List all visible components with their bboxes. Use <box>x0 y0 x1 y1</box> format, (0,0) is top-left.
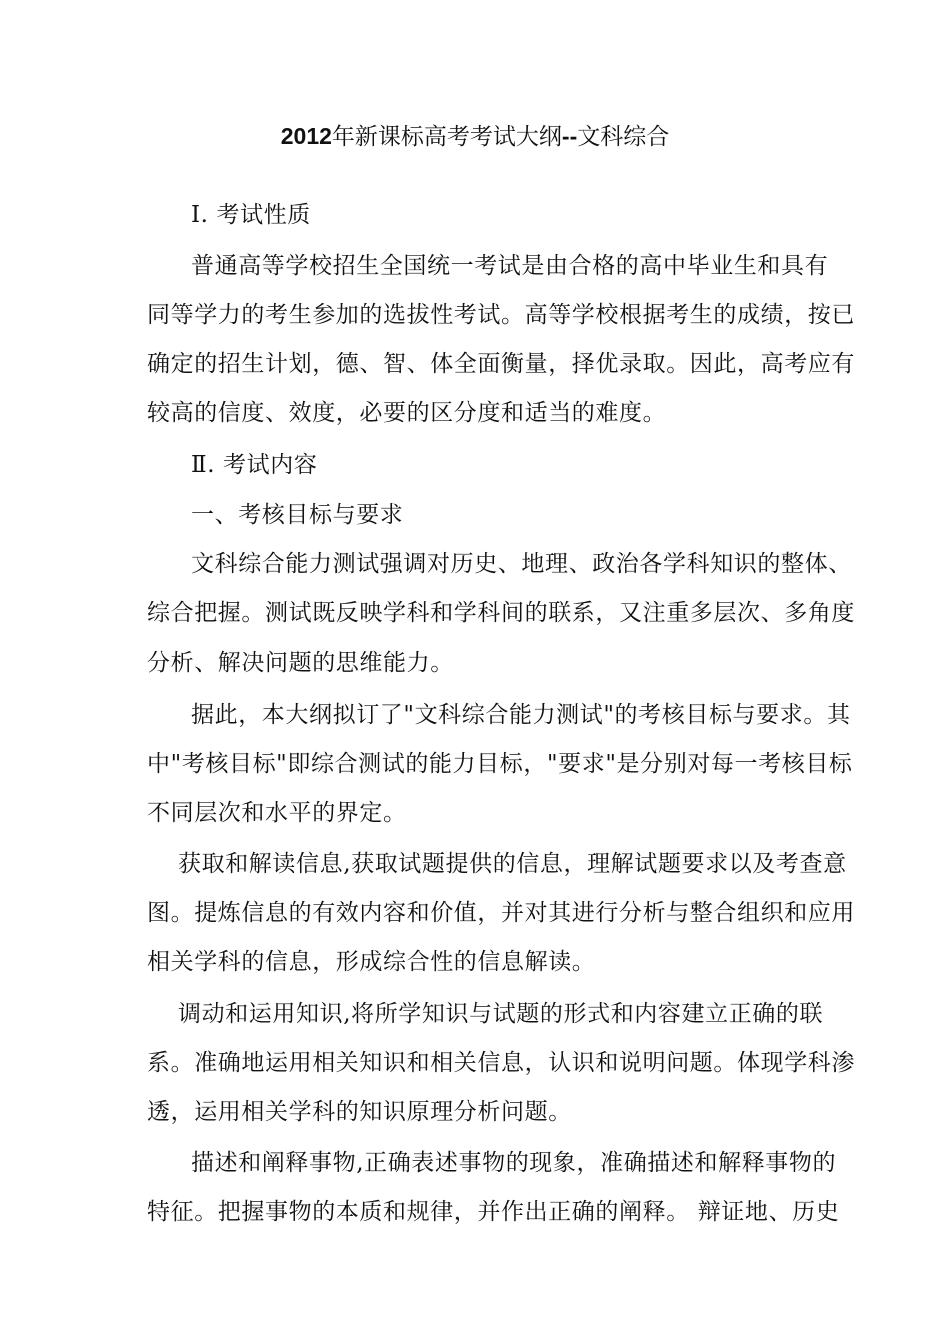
title-year: 2012 <box>280 123 332 149</box>
text-line: 描述和阐释事物,正确表述事物的现象，准确描述和解释事物的 <box>191 1150 837 1176</box>
subsection-heading: 一、考核目标与要求 <box>191 502 404 528</box>
section-heading-exam-nature: Ⅰ. 考试性质 <box>191 202 311 228</box>
text-line: 相关学科的信息，形成综合性的信息解读。 <box>147 949 596 975</box>
title-middle: 年新课标高考考试大纲 <box>331 124 562 150</box>
text-line: 不同层次和水平的界定。 <box>147 800 407 826</box>
text-line: 分析、解决问题的思维能力。 <box>147 650 454 676</box>
text-line: 确定的招生计划，德、智、体全面衡量，择优录取。因此，高考应有 <box>147 351 855 377</box>
text-line: 特征。把握事物的本质和规律，并作出正确的阐释。 辩证地、历史 <box>147 1199 840 1225</box>
text-line: 获取和解读信息,获取试题提供的信息，理解试题要求以及考查意 <box>178 851 847 877</box>
section-heading-exam-content: Ⅱ. 考试内容 <box>191 452 318 478</box>
text-line: 较高的信度、效度，必要的区分度和适当的难度。 <box>147 400 667 426</box>
text-line: 据此，本大纲拟订了"文科综合能力测试"的考核目标与要求。其 <box>191 702 851 728</box>
text-line: 综合把握。测试既反映学科和学科间的联系，又注重多层次、多角度 <box>147 600 855 626</box>
text-line: 系。准确地运用相关知识和相关信息，认识和说明问题。体现学科渗 <box>147 1050 855 1076</box>
text-line: 普通高等学校招生全国统一考试是由合格的高中毕业生和具有 <box>191 253 829 279</box>
text-line: 中"考核目标"即综合测试的能力目标，"要求"是分别对每一考核目标 <box>147 751 853 777</box>
text-line: 透，运用相关学科的知识原理分析问题。 <box>147 1099 572 1125</box>
title-tail: 文科综合 <box>577 124 670 150</box>
text-line: 文科综合能力测试强调对历史、地理、政治各学科知识的整体、 <box>191 551 852 577</box>
text-line: 调动和运用知识,将所学知识与试题的形式和内容建立正确的联 <box>178 1001 824 1027</box>
text-line: 同等学力的考生参加的选拔性考试。高等学校根据考生的成绩，按已 <box>147 302 855 328</box>
title-dash: -- <box>561 123 578 149</box>
text-line: 图。提炼信息的有效内容和价值，并对其进行分析与整合组织和应用 <box>147 900 855 926</box>
document-title <box>0 118 950 155</box>
